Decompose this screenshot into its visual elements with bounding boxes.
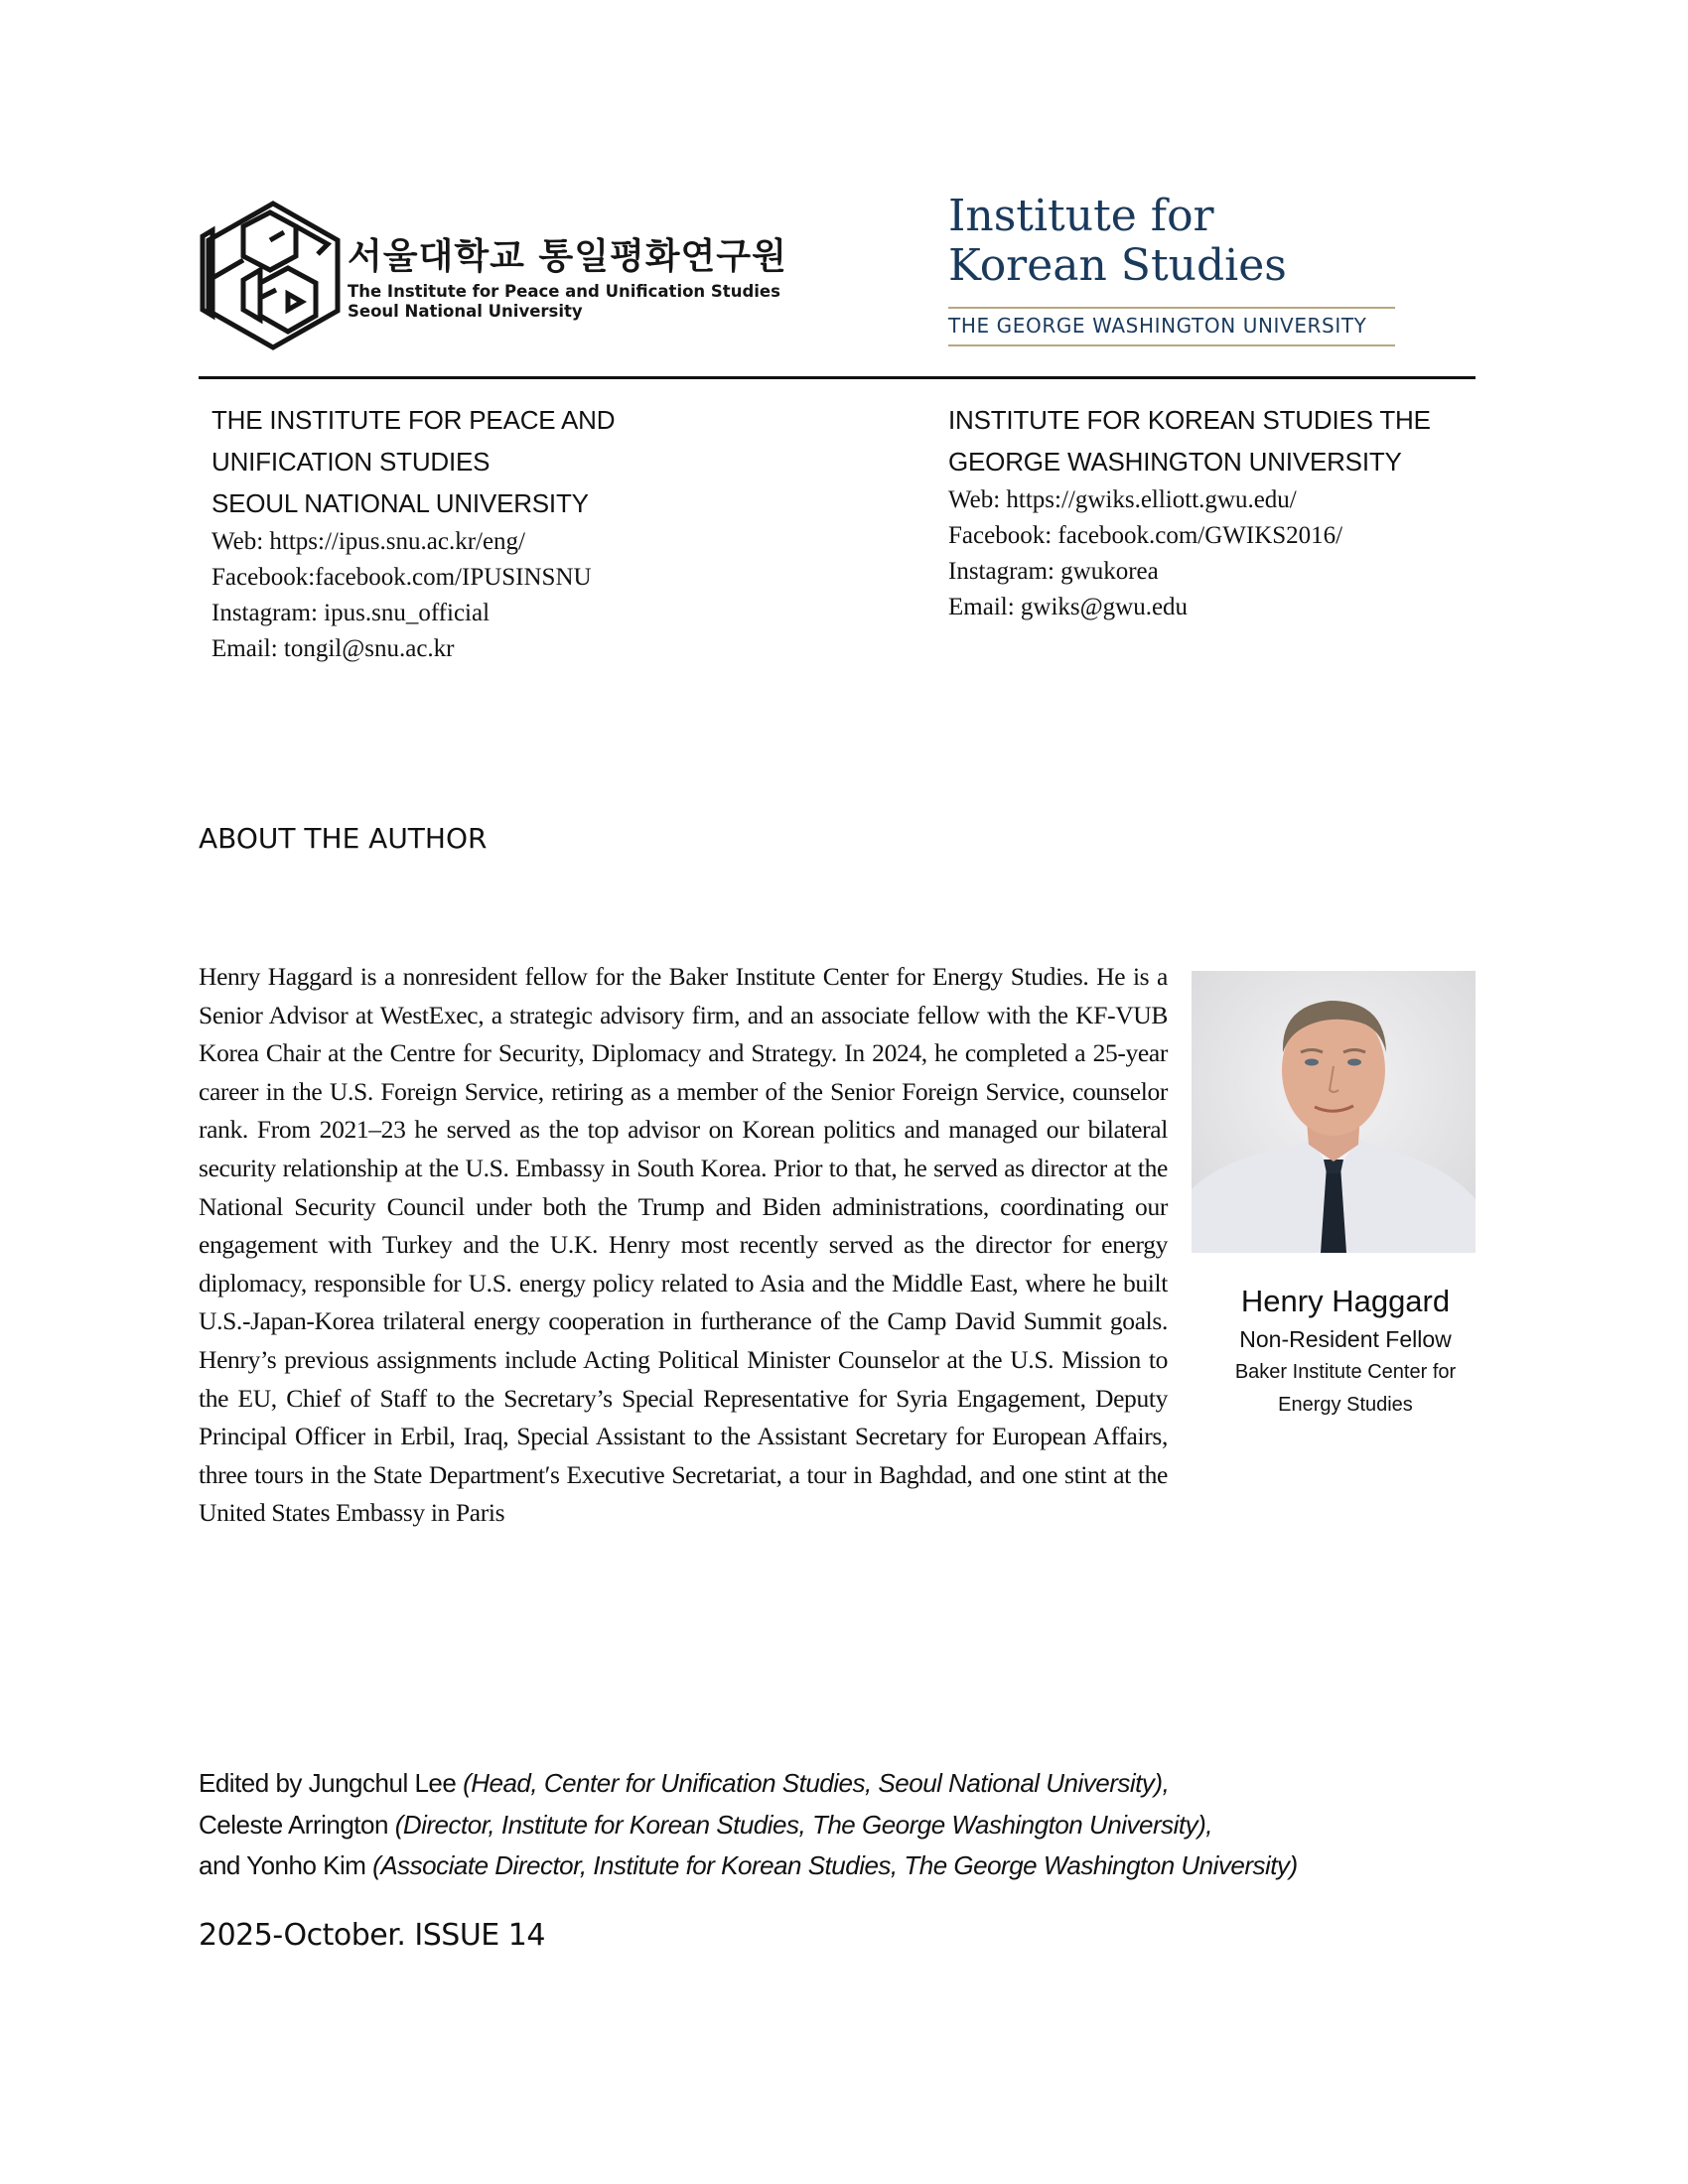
author-org-line1: Baker Institute Center for (1234, 1361, 1457, 1383)
snu-instagram-link[interactable]: Instagram: ipus.snu_official (211, 600, 491, 626)
author-caption (1187, 1281, 1504, 1422)
author-photo (1192, 971, 1476, 1253)
editor-prefix: Edited by (199, 1768, 309, 1798)
editor-name: Yonho Kim (246, 1850, 366, 1880)
snu-ipus-logo (199, 199, 787, 352)
gw-email-link[interactable]: Email: gwiks@gwu.edu (948, 594, 1189, 620)
snu-facebook-link[interactable]: Facebook:facebook.com/IPUSINSNU (211, 564, 592, 591)
snu-korean-name: 서울대학교 통일평화연구원 (348, 236, 787, 277)
gw-web-link[interactable]: Web: https://gwiks.elliott.gwu.edu/ (948, 486, 1297, 513)
editors-block (199, 1763, 1298, 1887)
author-role: Non-Resident Fellow (1239, 1326, 1452, 1352)
editor-prefix: and (199, 1850, 247, 1880)
editor-affiliation: (Director, Institute for Korean Studies, The George Washington University), (394, 1809, 1212, 1840)
snu-contact-title-1: THE INSTITUTE FOR PEACE AND (211, 405, 616, 435)
editor-line (199, 1763, 1298, 1805)
author-portrait-icon (1192, 971, 1476, 1253)
snu-english-name: The Institute for Peace and Unification Studies (348, 282, 780, 301)
gw-logo-line1: Institute for (948, 191, 1214, 241)
header-divider (199, 376, 1476, 379)
gw-instagram-link[interactable]: Instagram: gwukorea (948, 558, 1159, 585)
snu-contact-block (211, 399, 768, 667)
gw-contact-title-2: GEORGE WASHINGTON UNIVERSITY (948, 447, 1402, 477)
gw-logo-university: THE GEORGE WASHINGTON UNIVERSITY (948, 314, 1367, 338)
gw-iks-logo (948, 191, 1400, 349)
author-name: Henry Haggard (1240, 1284, 1451, 1318)
snu-email-link[interactable]: Email: tongil@snu.ac.kr (211, 635, 455, 662)
snu-university-name: Seoul National University (348, 302, 583, 321)
snu-contact-title-3: SEOUL NATIONAL UNIVERSITY (211, 488, 589, 518)
author-org-line2: Energy Studies (1278, 1394, 1413, 1416)
issue-label: 2025-October. ISSUE 14 (199, 1918, 545, 1953)
gw-logo-rule-bottom (948, 344, 1395, 346)
gw-logo-line2: Korean Studies (948, 240, 1287, 291)
editor-line (199, 1805, 1298, 1846)
author-bio: Henry Haggard is a nonresident fellow for the Baker Institute Center for Energy Studies. He is a Senior Advisor at WestExec, a strategic advisory firm, and an associate fellow with the KF-VUB Korea Chair at the Centre for Security, Diplomacy and Strategy. In 2024, he completed a 25-year career in the U.S. Foreign Service, retiring as a member of the Senior Foreign Service, counselor rank. From 2021–23 he served as the top advisor on Korean politics and managed our bilateral security relationship at the U.S. Embassy in South Korea. Prior to that, he served as director at the National Security Council under both the Trump and Biden administrations, coordinating our engagement with Turkey and the U.K. Henry most recently served as the director for energy diplomacy, responsible for U.S. energy policy related to Asia and the Middle East, where he built U.S.-Japan-Korea trilateral energy cooperation in furtherance of the Camp David Summit goals. Henry’s previous assignments include Acting Political Minister Counselor at the U.S. Mission to the EU, Chief of Staff to the Secretary’s Special Representative for Syria Engagement, Deputy Principal Officer in Erbil, Iraq, Special Assistant to the Assistant Secretary for European Affairs, three tours in the State Department′s Executive Secretariat, a tour in Baghdad, and one stint at the United States Embassy in Paris (199, 962, 1168, 1528)
editor-name: Jungchul Lee (308, 1768, 457, 1798)
ipus-monogram-icon (199, 199, 348, 352)
about-author-heading: ABOUT THE AUTHOR (199, 822, 488, 855)
editor-name: Celeste Arrington (199, 1809, 388, 1840)
editor-affiliation: (Head, Center for Unification Studies, Seoul National University), (463, 1768, 1170, 1798)
editor-affiliation: (Associate Director, Institute for Korean Studies, The George Washington University) (372, 1850, 1298, 1880)
editor-line (199, 1845, 1298, 1887)
gw-logo-rule-top (948, 307, 1395, 309)
gw-contact-title-1: INSTITUTE FOR KOREAN STUDIES THE (948, 405, 1431, 435)
snu-web-link[interactable]: Web: https://ipus.snu.ac.kr/eng/ (211, 528, 526, 555)
gw-contact-block (948, 399, 1504, 625)
gw-facebook-link[interactable]: Facebook: facebook.com/GWIKS2016/ (948, 522, 1343, 549)
snu-contact-title-2: UNIFICATION STUDIES (211, 447, 491, 477)
